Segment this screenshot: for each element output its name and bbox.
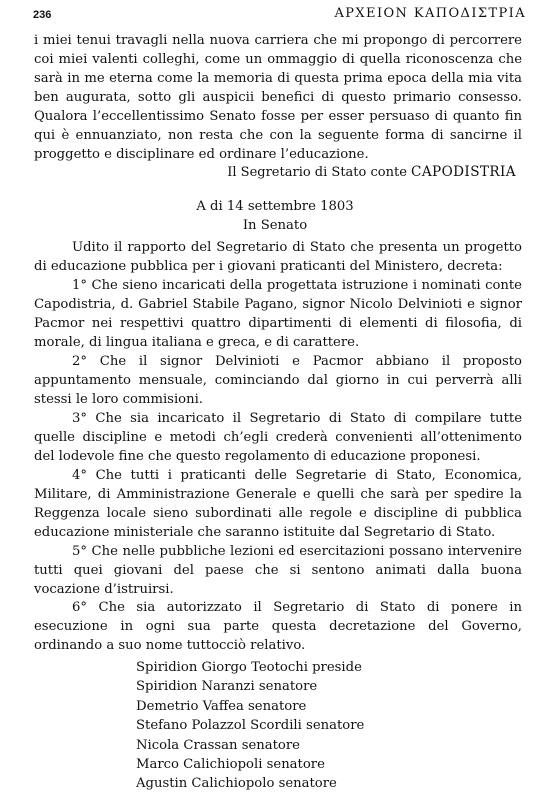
article-2-block	[34, 352, 522, 409]
signatory: Marco Calichiopoli senatore	[136, 757, 325, 773]
article-6-block	[34, 598, 522, 655]
intro-block	[34, 31, 522, 164]
decree-article: 2° Che il signor Delvinioti e Pacmor abbiano il proposto appuntamento mensuale, cominciando dal giorno in cui perverrà alli stessi le loro commisioni.	[34, 354, 522, 407]
place-line: In Senato	[242, 218, 308, 233]
signature-prefix: Il Segretario di Stato conte	[227, 165, 412, 180]
signatories-list	[136, 658, 364, 794]
signatory: Agustin Calichiopolo senatore	[136, 776, 337, 792]
running-title: ΑΡΧΕΙΟΝ ΚΑΠΟΔΙΣΤΡΙΑ	[334, 6, 526, 21]
page-header	[33, 4, 526, 24]
intro-paragraph: i miei tenui travagli nella nuova carriera che mi propongo di percorrere coi miei valenti colleghi, come un ommaggio di quella riconoscenza che sarà in me eterna come la memoria di questa prima epoca della mia vita ben augurata, sotto gli auspicii benefici di questo primario consesso. Qualora l’eccellentissimo Senato fosse per esser persuaso di quanto fin qui è ennuanziato, non resta che con la seguente forma di sancirne il proggetto e disciplinare ed ordinare l’educazione.	[34, 33, 522, 162]
article-3-block	[34, 409, 522, 466]
signature-name: CAPODISTRIA	[411, 164, 516, 180]
signatory: Spiridion Giorgo Teotochi preside	[136, 660, 362, 675]
decree-intro: Udito il rapporto del Segretario di Stato che presenta un progetto di educazione pubblica per i giovani praticanti del Ministero, decreta:	[34, 240, 522, 274]
signature-line	[227, 163, 516, 182]
signatory: Stefano Polazzol Scordili senatore	[136, 718, 365, 734]
decree-article: 3° Che sia incaricato il Segretario di Stato di compilare tutte quelle discipline e metodi ch’egli crederà convenienti all’ottenimento del lodevole fine che questo regolamento di educazione proponesi.	[34, 411, 522, 464]
page-number: 236	[33, 9, 52, 21]
date-line: A di 14 settembre 1803	[196, 199, 354, 214]
decree-intro-block	[34, 238, 522, 276]
decree-article: 5° Che nelle pubbliche lezioni ed esercitazioni possano intervenire tutti quei giovani del paese che si sentono animati dalla buona vocazione d’istruirsi.	[34, 544, 522, 597]
signatory: Spiridion Naranzi senatore	[136, 679, 318, 695]
signatory: Nicola Crassan senatore	[136, 737, 300, 753]
decree-article: 6° Che sia autorizzato il Segretario di Stato di ponere in esecuzione in ogni sua parte questa decretazione del Governo, ordinando a suo nome tuttocciò relativo.	[34, 600, 522, 653]
decree-article: 4° Che tutti i praticanti delle Segretarie di Stato, Economica, Militare, di Amministrazione Generale e quelli che sarà per spedire la Reggenza locale sieno subordinati alle regole e discipline di pubblica educazione ministeriale che saranno istituite dal Segretario di Stato.	[34, 468, 522, 540]
article-5-block	[34, 542, 522, 599]
article-1-block	[34, 276, 522, 352]
signatory: Demetrio Vaffea senatore	[136, 698, 307, 714]
decree-article: 1° Che sieno incaricati della progettata istruzione i nominati conte Capodistria, d. Gabriel Stabile Pagano, signor Nicolo Delvinioti e signor Pacmor nei respettivi quattro dipartimenti di elementi di filosofia, di morale, di lingua italiana e greca, e di carattere.	[34, 278, 522, 350]
article-4-block	[34, 466, 522, 542]
